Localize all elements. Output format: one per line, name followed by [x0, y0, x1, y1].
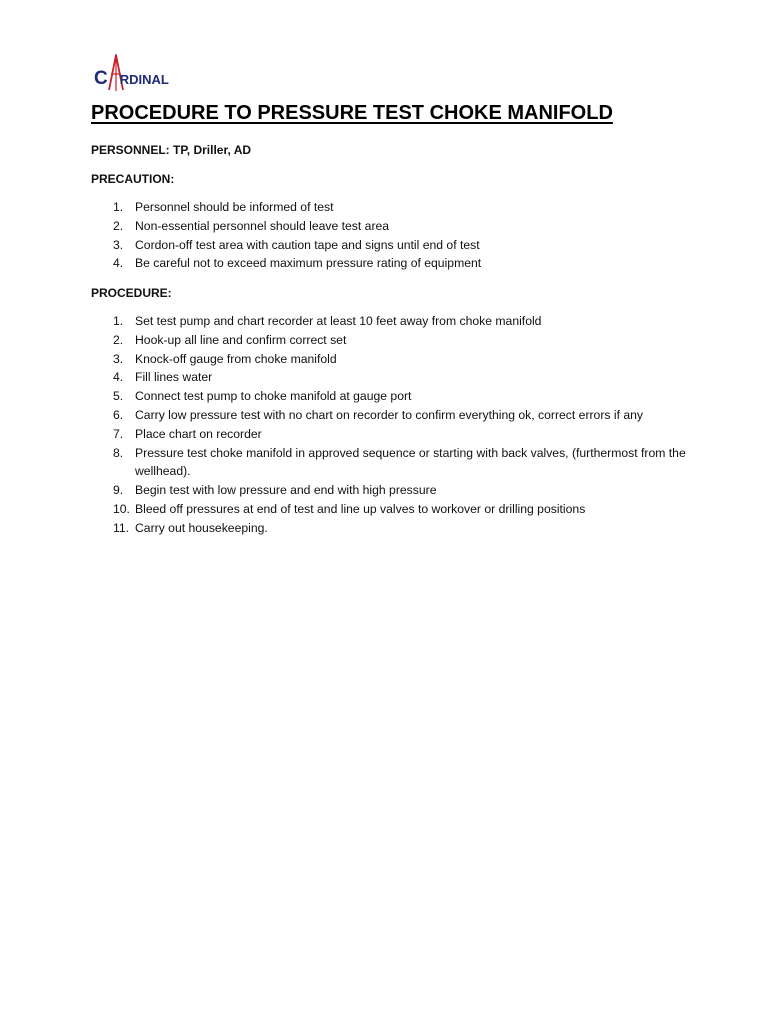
list-item: [91, 331, 711, 350]
list-number: 3.: [113, 237, 124, 252]
list-number: 10.: [113, 501, 130, 516]
list-item: [91, 425, 711, 444]
list-text: Begin test with low pressure and end with high pressure: [135, 483, 437, 498]
logo-rest-text: RDINAL: [119, 72, 169, 87]
list-text: Be careful not to exceed maximum pressure rating of equipment: [135, 256, 482, 271]
logo-wordmark: [94, 68, 169, 90]
list-item: [91, 444, 711, 482]
list-text: Carry out housekeeping.: [135, 520, 268, 535]
precaution-list: [91, 198, 711, 273]
list-text: Bleed off pressures at end of test and line up valves to workover or drilling positions: [135, 501, 586, 516]
list-number: 7.: [113, 426, 124, 441]
list-text: Fill lines water: [135, 370, 213, 385]
list-item: [91, 500, 711, 519]
list-text: Non-essential personnel should leave test area: [135, 218, 390, 233]
list-text: Set test pump and chart recorder at least 10 feet away from choke manifold: [135, 314, 542, 328]
logo-first-letter: C: [94, 68, 108, 89]
precaution-heading: PRECAUTION:: [91, 172, 175, 186]
document-title: PROCEDURE TO PRESSURE TEST CHOKE MANIFOLD: [91, 102, 613, 124]
list-number: 4.: [113, 370, 124, 385]
personnel-line: PERSONNEL: TP, Driller, AD: [91, 143, 252, 157]
list-number: 5.: [113, 389, 124, 404]
list-number: 9.: [113, 483, 124, 498]
list-item: [91, 350, 711, 369]
list-number: 2.: [113, 332, 124, 347]
list-text: Personnel should be informed of test: [135, 200, 334, 214]
list-text: Hook-up all line and confirm correct set: [135, 332, 347, 347]
list-item: [91, 312, 711, 331]
list-item: [91, 254, 711, 273]
list-item: [91, 387, 711, 406]
list-number: 6.: [113, 407, 124, 422]
list-item: [91, 368, 711, 387]
list-item: [91, 519, 711, 538]
list-item: [91, 406, 711, 425]
list-text: Carry low pressure test with no chart on recorder to confirm everything ok, correct errors if any: [135, 407, 644, 422]
list-number: 3.: [113, 351, 124, 366]
list-text: Pressure test choke manifold in approved sequence or starting with back valves, (furthermost from the wellhead).: [135, 445, 686, 479]
list-number: 1.: [113, 314, 124, 328]
list-item: [91, 198, 711, 217]
list-text: Place chart on recorder: [135, 426, 262, 441]
list-item: [91, 217, 711, 236]
list-text: Connect test pump to choke manifold at gauge port: [135, 389, 412, 404]
list-number: 1.: [113, 200, 124, 214]
procedure-heading: PROCEDURE:: [91, 286, 172, 300]
list-text: Knock-off gauge from choke manifold: [135, 351, 337, 366]
list-item: [91, 481, 711, 500]
cardinal-logo: [94, 56, 194, 96]
list-number: 11.: [113, 520, 130, 535]
list-number: 8.: [113, 445, 124, 460]
list-text: Cordon-off test area with caution tape and signs until end of test: [135, 237, 480, 252]
list-item: [91, 236, 711, 255]
procedure-list: [91, 312, 711, 538]
list-number: 2.: [113, 218, 124, 233]
list-number: 4.: [113, 256, 124, 271]
